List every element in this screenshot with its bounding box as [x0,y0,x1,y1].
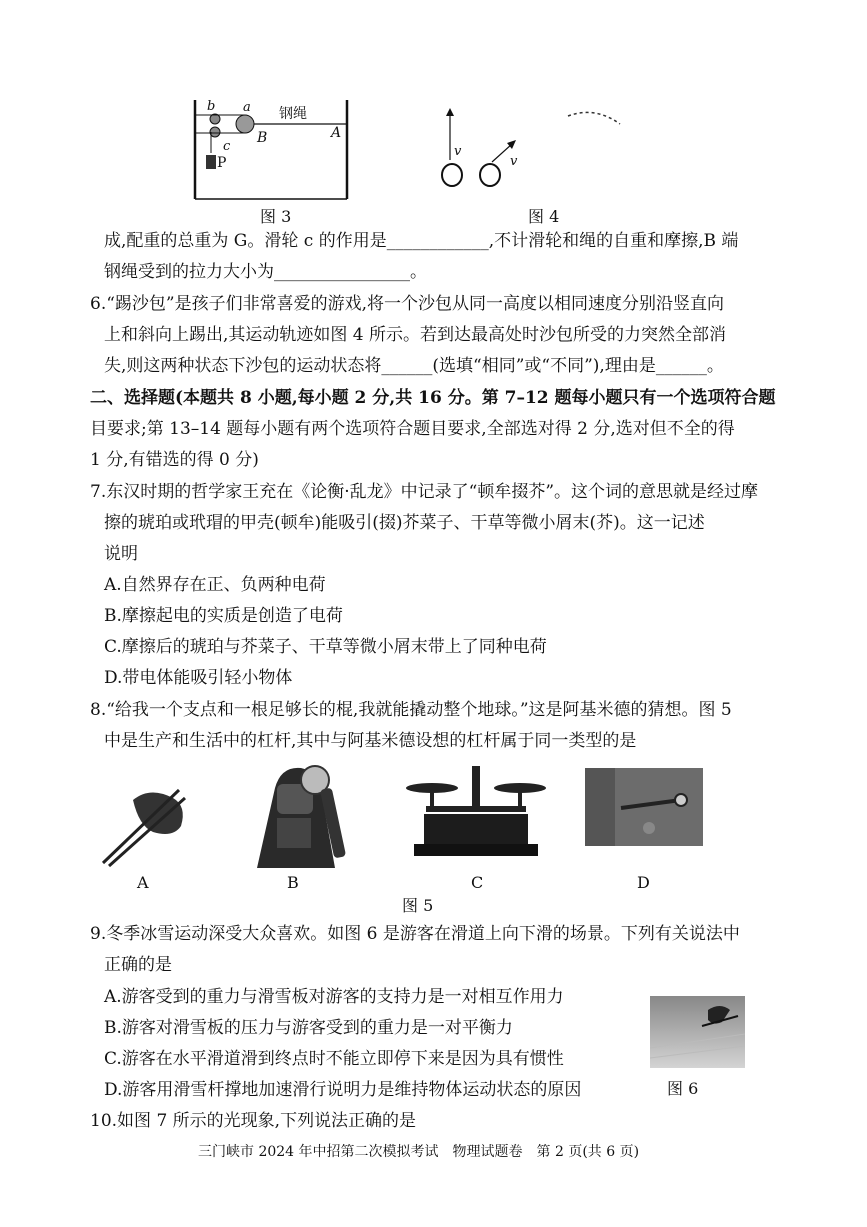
fig5-balance-scale-image [402,762,550,867]
fig3-label-b: b [207,99,216,114]
q7-option-b: B.摩擦起电的实质是创造了电荷 [104,606,343,626]
q10-line-1: 10.如图 7 所示的光现象,下列说法正确的是 [90,1111,417,1131]
page-footer: 三门峡市 2024 年中招第二次模拟考试 物理试题卷 第 2 页(共 6 页) [198,1144,640,1160]
figure-4 [430,100,630,195]
fig6-caption: 图 6 [667,1079,699,1098]
fig5-chopsticks-image [95,768,195,868]
q8-line-2: 中是生产和生活中的杠杆,其中与阿基米德设想的杠杆属于同一类型的是 [104,731,637,751]
q7-option-c: C.摩擦后的琥珀与芥菜子、干草等微小屑末带上了同种电荷 [104,637,547,657]
q9-option-d: D.游客用滑雪杆撑地加速滑行说明力是维持物体运动状态的原因 [104,1080,582,1100]
q7-line-1: 7.东汉时期的哲学家王充在《论衡·乱龙》中记录了“顿牟掇芥”。这个词的意思就是经过摩 [90,482,759,502]
fig3-label-P: P [217,155,227,171]
q7-option-a: A.自然界存在正、负两种电荷 [104,575,326,595]
q9-option-b: B.游客对滑雪板的压力与游客受到的重力是一对平衡力 [104,1018,513,1038]
q9-option-a: A.游客受到的重力与滑雪板对游客的支持力是一对相互作用力 [104,987,564,1007]
q9-line-1: 9.冬季冰雪运动深受大众喜欢。如图 6 是游客在滑道上向下滑的场景。下列有关说法中 [90,924,740,944]
fig5-label-b: B [287,873,299,892]
fig3-label-B: B [257,130,268,146]
fig4-label-v1: v [454,144,462,159]
fig5-bottle-opener-image [237,758,365,868]
fig3-label-a: a [243,100,251,115]
fig3-caption: 图 3 [260,207,292,226]
q5-line-1: 成,配重的总重为 G。滑轮 c 的作用是____________,不计滑轮和绳的自重和摩擦,B 端 [104,231,739,251]
fig4-label-v2: v [510,154,518,169]
fig4-caption: 图 4 [528,207,560,226]
q5-line-2: 钢绳受到的拉力大小为________________。 [104,262,427,282]
section2-line-2: 目要求;第 13–14 题每小题有两个选项符合题目要求,全部选对得 2 分,选对但不全的得 [90,419,735,439]
fig3-label-rope: 钢绳 [279,106,307,122]
q7-option-d: D.带电体能吸引轻小物体 [104,668,293,688]
fig5-hand-wheel-image [585,768,703,846]
fig6-skier-image [650,996,745,1068]
fig5-label-c: C [471,873,484,892]
q9-option-c: C.游客在水平滑道滑到终点时不能立即停下来是因为具有惯性 [104,1049,564,1069]
q7-line-3: 说明 [104,544,138,564]
figure-3 [185,95,360,205]
fig5-label-a: A [137,873,149,892]
q8-line-1: 8.“给我一个支点和一根足够长的棍,我就能撬动整个地球。”这是阿基米德的猜想。图 5 [90,700,732,720]
fig5-label-d: D [637,873,650,892]
section2-line-3: 1 分,有错选的得 0 分) [90,450,259,470]
q7-line-2: 擦的琥珀或玳瑁的甲壳(顿牟)能吸引(掇)芥菜子、干草等微小屑末(芥)。这一记述 [104,513,705,533]
q6-line-1: 6.“踢沙包”是孩子们非常喜爱的游戏,将一个沙包从同一高度以相同速度分别沿竖直向 [90,294,725,314]
fig3-label-c: c [223,139,231,154]
q6-line-3: 失,则这两种状态下沙包的运动状态将______(选填“相同”或“不同”),理由是______。 [104,356,724,376]
fig3-label-A: A [331,125,342,141]
q9-line-2: 正确的是 [104,955,172,975]
q6-line-2: 上和斜向上踢出,其运动轨迹如图 4 所示。若到达最高处时沙包所受的力突然全部消 [104,325,727,345]
section2-line-1: 二、选择题(本题共 8 小题,每小题 2 分,共 16 分。第 7–12 题每小题只有一个选项符合题 [90,388,776,408]
fig5-caption: 图 5 [402,896,434,915]
